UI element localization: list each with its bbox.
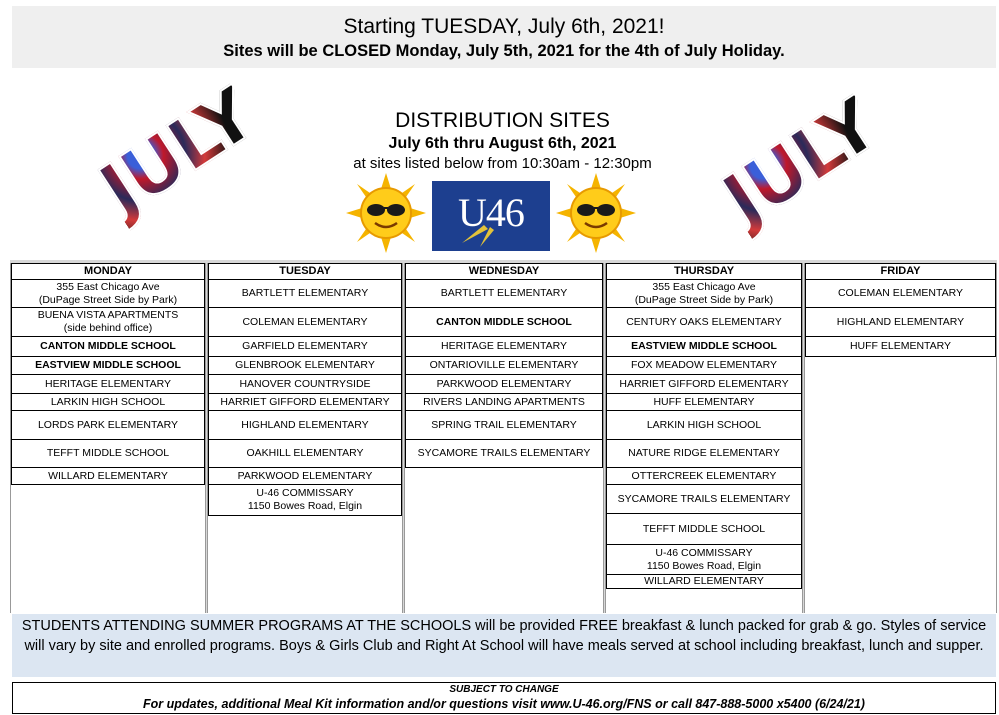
site-cell: HARRIET GIFFORD ELEMENTARY [208, 394, 402, 411]
site-cell: COLEMAN ELEMENTARY [208, 308, 402, 337]
site-cell: GLENBROOK ELEMENTARY [208, 357, 402, 375]
column-header: WEDNESDAY [405, 263, 603, 280]
page-title: DISTRIBUTION SITES [395, 109, 610, 132]
day-column-monday [10, 263, 206, 613]
distribution-header [300, 108, 705, 174]
site-cell: U-46 COMMISSARY 1150 Bowes Road, Elgin [208, 485, 402, 516]
day-column-thursday [605, 263, 803, 613]
site-cell: EASTVIEW MIDDLE SCHOOL [606, 337, 802, 357]
site-cell: LORDS PARK ELEMENTARY [11, 411, 205, 440]
site-cell: SYCAMORE TRAILS ELEMENTARY [606, 485, 802, 514]
site-cell: BUENA VISTA APARTMENTS (side behind office) [11, 308, 205, 337]
column-header: THURSDAY [606, 263, 802, 280]
schedule-table [10, 260, 997, 613]
site-cell: WILLARD ELEMENTARY [11, 468, 205, 485]
site-cell: CENTURY OAKS ELEMENTARY [606, 308, 802, 337]
banner-start-date: Starting TUESDAY, July 6th, 2021! [343, 15, 665, 38]
site-cell: OAKHILL ELEMENTARY [208, 440, 402, 468]
site-cell: BARTLETT ELEMENTARY [208, 280, 402, 308]
column-header: MONDAY [11, 263, 205, 280]
site-cell: 355 East Chicago Ave (DuPage Street Side by Park) [606, 280, 802, 308]
site-cell: TEFFT MIDDLE SCHOOL [11, 440, 205, 468]
site-cell: 355 East Chicago Ave (DuPage Street Side by Park) [11, 280, 205, 308]
site-cell: LARKIN HIGH SCHOOL [11, 394, 205, 411]
column-header: FRIDAY [805, 263, 996, 280]
contact-info: For updates, additional Meal Kit information and/or questions visit www.U-46.org/FNS or call 847-888-5000 x5400 (6/24/21) [143, 697, 865, 711]
sun-sunglasses-icon [556, 173, 636, 253]
site-cell: HERITAGE ELEMENTARY [11, 375, 205, 394]
site-cell: RIVERS LANDING APARTMENTS [405, 394, 603, 411]
site-cell: HERITAGE ELEMENTARY [405, 337, 603, 357]
site-cell: HANOVER COUNTRYSIDE [208, 375, 402, 394]
site-cell: COLEMAN ELEMENTARY [805, 280, 996, 308]
site-cell: TEFFT MIDDLE SCHOOL [606, 514, 802, 545]
site-cell: SYCAMORE TRAILS ELEMENTARY [405, 440, 603, 468]
site-cell: ONTARIOVILLE ELEMENTARY [405, 357, 603, 375]
summer-programs-notice [12, 614, 996, 677]
site-cell: WILLARD ELEMENTARY [606, 575, 802, 589]
site-cell: GARFIELD ELEMENTARY [208, 337, 402, 357]
site-cell: HARRIET GIFFORD ELEMENTARY [606, 375, 802, 394]
site-cell: CANTON MIDDLE SCHOOL [11, 337, 205, 357]
column-header: TUESDAY [208, 263, 402, 280]
july-graphic-left: JULY [85, 72, 269, 232]
site-cell: OTTERCREEK ELEMENTARY [606, 468, 802, 485]
july-graphic-right: JULY [708, 82, 892, 242]
site-cell: BARTLETT ELEMENTARY [405, 280, 603, 308]
site-cell: CANTON MIDDLE SCHOOL [405, 308, 603, 337]
logo-text: U46 [458, 190, 524, 235]
day-column-wednesday [404, 263, 604, 613]
site-cell: HUFF ELEMENTARY [606, 394, 802, 411]
site-cell: PARKWOOD ELEMENTARY [208, 468, 402, 485]
site-cell: FOX MEADOW ELEMENTARY [606, 357, 802, 375]
holiday-banner [12, 6, 996, 68]
hours-text: at sites listed below from 10:30am - 12:30pm [353, 155, 652, 172]
day-column-friday [804, 263, 997, 613]
site-cell: EASTVIEW MIDDLE SCHOOL [11, 357, 205, 375]
site-cell: HIGHLAND ELEMENTARY [208, 411, 402, 440]
site-cell: NATURE RIDGE ELEMENTARY [606, 440, 802, 468]
notice-text: STUDENTS ATTENDING SUMMER PROGRAMS AT THE SCHOOLS will be provided FREE breakfast & lunch packed for grab & go. Styles of service will vary by site and enrolled programs. Boys & Girls Club and Right At School will have meals served at school including breakfast, lunch and supper. [21, 618, 987, 654]
site-cell: LARKIN HIGH SCHOOL [606, 411, 802, 440]
footer-box [12, 682, 996, 714]
u46-logo [432, 181, 550, 251]
subject-to-change: SUBJECT TO CHANGE [449, 684, 559, 695]
date-range: July 6th thru August 6th, 2021 [388, 135, 617, 152]
sun-sunglasses-icon [346, 173, 426, 253]
site-cell: HIGHLAND ELEMENTARY [805, 308, 996, 337]
site-cell: SPRING TRAIL ELEMENTARY [405, 411, 603, 440]
site-cell: U-46 COMMISSARY 1150 Bowes Road, Elgin [606, 545, 802, 575]
site-cell: HUFF ELEMENTARY [805, 337, 996, 357]
site-cell: PARKWOOD ELEMENTARY [405, 375, 603, 394]
banner-closure-notice: Sites will be CLOSED Monday, July 5th, 2021 for the 4th of July Holiday. [223, 42, 785, 60]
day-column-tuesday [207, 263, 403, 613]
